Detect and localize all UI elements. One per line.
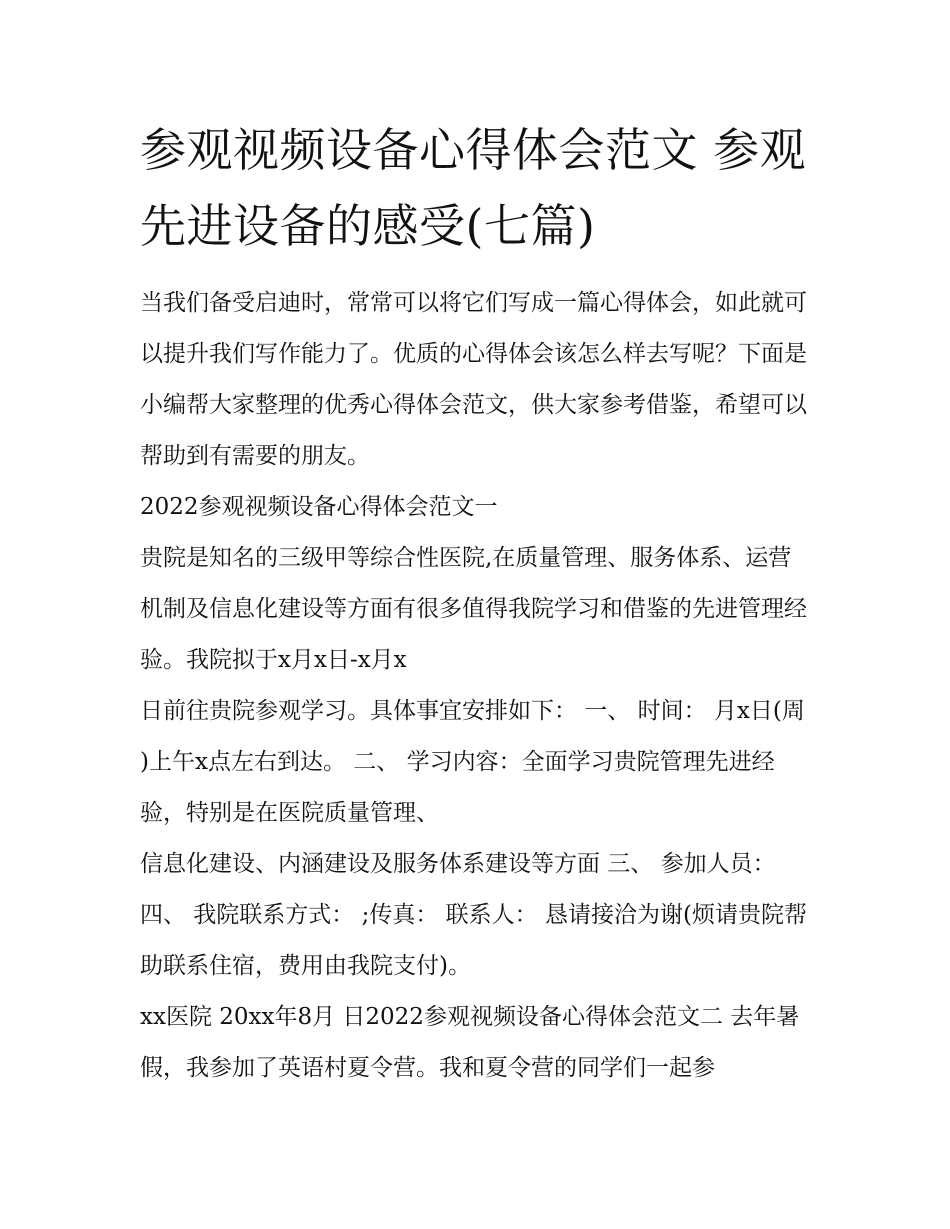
body-paragraph: xx医院 20xx年8月 日2022参观视频设备心得体会范文二 去年暑假，我参加了英语村夏令营。我和夏令营的同学们一起参 [140,1004,800,1081]
body-paragraph: 日前往贵院参观学习。具体事宜安排如下： 一、 时间： 月x日(周 )上午x点左右到达。 二、 学习内容：全面学习贵院管理先进经验，特别是在医院质量管理、 [140,698,805,826]
document-page [140,112,812,1094]
section-heading-1: 2022参观视频设备心得体会范文一 [140,494,498,520]
body-paragraph: 贵院是知名的三级甲等综合性医院,在质量管理、服务体系、运营机制及信息化建设等方面有很多值得我院学习和借鉴的先进管理经验。我院拟于x月x日-x月x [140,545,807,673]
body-paragraph: 信息化建设、内涵建设及服务体系建设等方面 三、 参加人员： 四、 我院联系方式： ;传真： 联系人： 恳请接洽为谢(烦请贵院帮助联系住宿，费用由我院支付)。 [140,851,807,979]
document-title: 参观视频设备心得体会范文 参观先进设备的感受(七篇) [140,123,807,253]
intro-paragraph: 当我们备受启迪时，常常可以将它们写成一篇心得体会，如此就可以提升我们写作能力了。优质的心得体会该怎么样去写呢？下面是小编帮大家整理的优秀心得体会范文，供大家参考借鉴，希望可以帮助到有需要的朋友。 [140,290,807,469]
